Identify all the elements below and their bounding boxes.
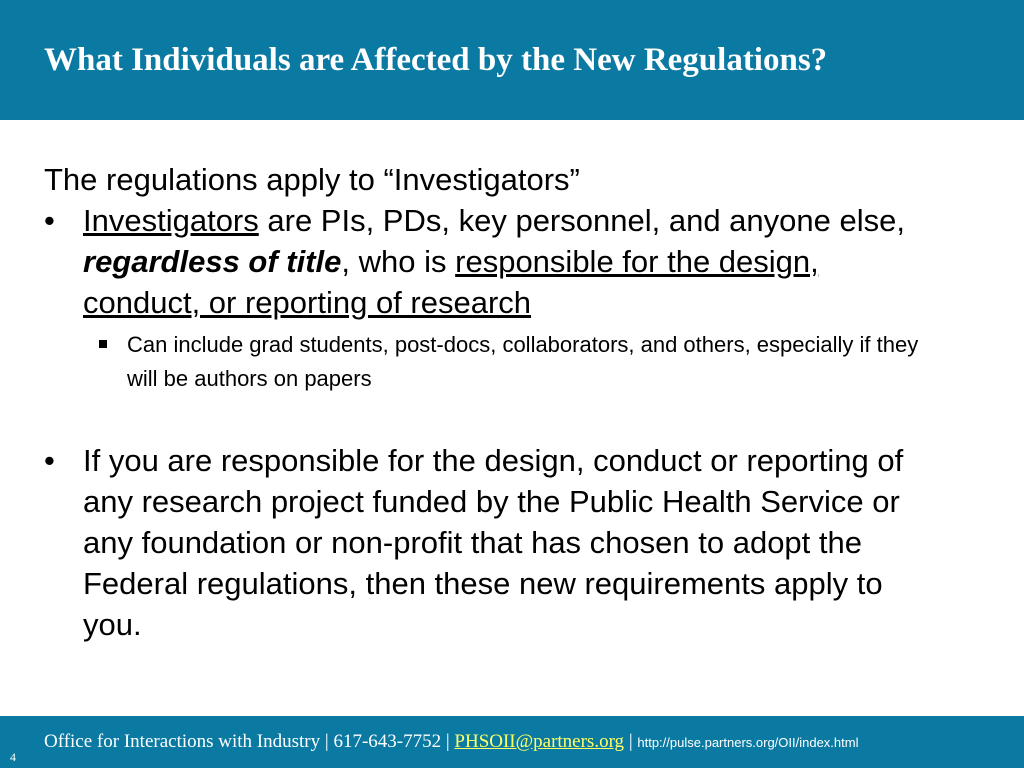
footer-separator: | xyxy=(441,731,455,752)
footer-email-link[interactable]: PHSOII@partners.org xyxy=(454,731,625,752)
square-bullet-icon xyxy=(99,340,107,348)
sub-bullet-examples xyxy=(127,328,942,396)
bullet1-text-part1: are PIs, PDs, key personnel, and anyone else, xyxy=(258,203,905,238)
bullet-dot: • xyxy=(44,443,55,478)
regardless-of-title: regardless of title xyxy=(83,244,342,279)
slide-title: What Individuals are Affected by the New Regulations? xyxy=(44,42,828,78)
footer-office: Office for Interactions with Industry xyxy=(44,731,321,752)
bullet-investigators-definition xyxy=(44,200,913,323)
footer-phone: 617-643-7752 xyxy=(333,731,442,752)
footer-separator: | xyxy=(624,731,638,752)
footer-url: http://pulse.partners.org/OII/index.html xyxy=(637,735,859,750)
bullet-dot: • xyxy=(44,203,55,238)
page-number: 4 xyxy=(10,750,16,764)
slide-body xyxy=(44,160,964,645)
footer-bar xyxy=(0,716,1024,768)
sub-bullet-text: Can include grad students, post-docs, collaborators, and others, especially if they will be authors on papers xyxy=(127,332,919,391)
investigators-term: Investigators xyxy=(83,203,259,238)
footer-contact xyxy=(44,730,858,755)
footer-separator: | xyxy=(320,731,334,752)
bullet-applicability xyxy=(44,440,913,645)
bullet2-text: If you are responsible for the design, conduct or reporting of any research project funded by the Public Health Service or any foundation or non-profit that has chosen to adopt the Federal regulations, then these new requirements apply to you. xyxy=(83,443,904,642)
title-bar xyxy=(0,0,1024,120)
bullet1-text-part2: , who is xyxy=(341,244,456,279)
intro-text: The regulations apply to “Investigators” xyxy=(44,162,580,197)
responsibility-phrase: responsible for the design, conduct, or reporting of research xyxy=(83,244,819,320)
